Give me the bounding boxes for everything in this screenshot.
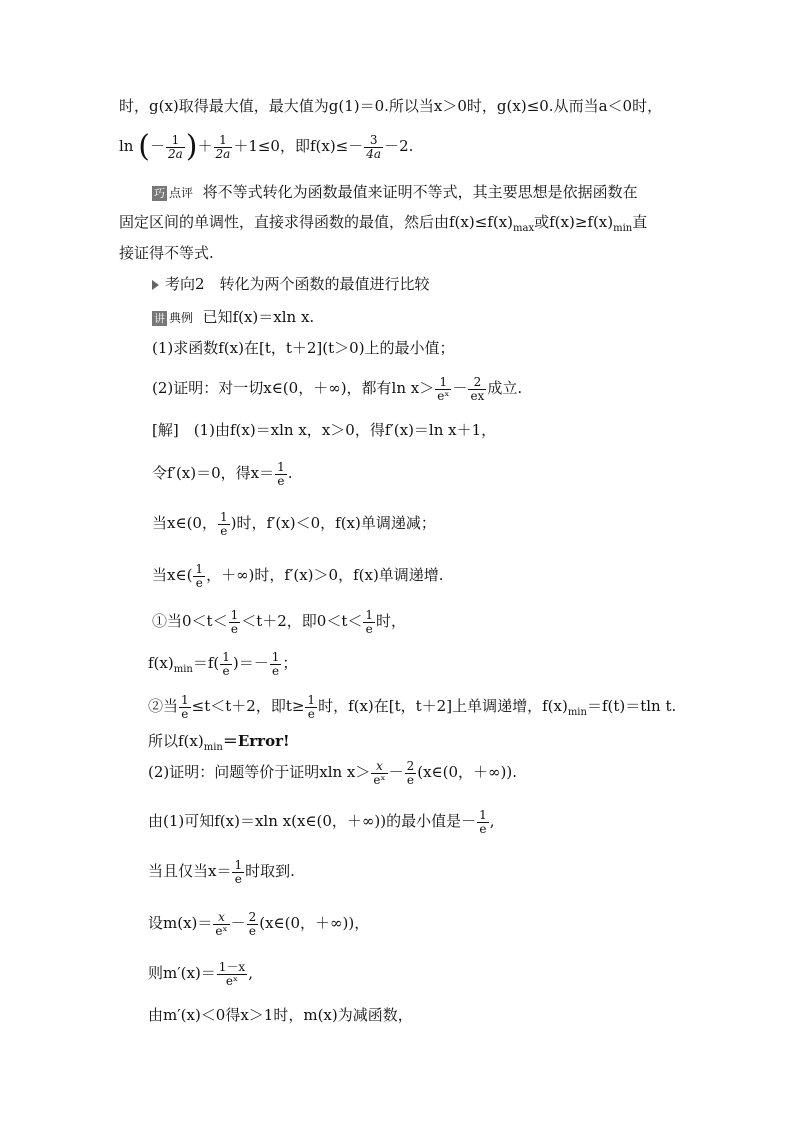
fraction xyxy=(364,134,383,161)
text: f(x) xyxy=(148,654,174,672)
sub: min xyxy=(203,742,223,753)
example-tag: 讲 xyxy=(154,311,165,325)
fraction xyxy=(229,609,241,636)
section-heading xyxy=(152,274,430,294)
text: [解] (1)由f(x)＝xln x，x＞0，得f′(x)＝ln x＋1， xyxy=(152,421,497,439)
solution-line-12 xyxy=(148,905,369,941)
example-label: 典例 xyxy=(169,311,194,325)
text: 由m′(x)＜0得x＞1时，m(x)为减函数， xyxy=(148,1006,413,1024)
text: 则m′(x)＝ xyxy=(148,964,216,982)
text: － xyxy=(348,137,364,155)
text: (0， xyxy=(186,514,217,532)
text: ②当 xyxy=(148,697,179,715)
text: 时， xyxy=(376,612,407,630)
sub: min xyxy=(173,664,193,675)
fraction xyxy=(270,651,282,678)
text: 由(1)可知f(x)＝xln x(x∈(0，＋∞))的最小值是－ xyxy=(148,812,477,830)
text: (2)证明：对一切x∈(0，＋∞)，都有ln x＞ xyxy=(152,379,435,397)
text: (1)求函数f(x)在[t，t＋2](t＞0)上的最小值； xyxy=(152,339,455,357)
den: 4a xyxy=(366,146,382,161)
text: 固定区间的单调性，直接求得函数的最值，然后由f(x)≤f(x) xyxy=(119,213,514,231)
num: 1 xyxy=(365,607,374,622)
solution-line-11 xyxy=(148,853,295,889)
num: 1 xyxy=(234,857,243,872)
fraction xyxy=(213,911,229,938)
fraction xyxy=(193,563,205,590)
solution-line-9 xyxy=(148,754,517,790)
text: 设m(x)＝ xyxy=(148,914,213,932)
den: e xyxy=(277,473,285,488)
text: －2. xyxy=(384,137,414,155)
num: 1 xyxy=(479,807,487,822)
den: ex xyxy=(470,388,485,403)
fraction xyxy=(435,376,451,403)
den: e xyxy=(272,663,280,678)
text: 当x∈ xyxy=(152,514,187,532)
num: 1 xyxy=(166,134,185,148)
text: 所以f(x) xyxy=(148,732,204,750)
solution-line-4 xyxy=(152,557,444,593)
den: e xyxy=(230,621,238,636)
den: e xyxy=(406,772,414,787)
text: , xyxy=(248,964,253,982)
text: ＋ xyxy=(197,137,213,155)
fraction xyxy=(405,760,417,787)
den: eˣ xyxy=(437,388,450,403)
den: 2a xyxy=(167,146,183,161)
fraction xyxy=(468,376,486,403)
solution-line-5 xyxy=(152,603,406,639)
triangle-icon xyxy=(152,280,159,290)
num: 2 xyxy=(248,909,257,924)
num: 1 xyxy=(277,459,285,474)
solution-line-14 xyxy=(148,1005,413,1025)
text: 时取到. xyxy=(245,862,295,880)
text: )时，f′(x)＜0，f(x)单调递减； xyxy=(230,514,436,532)
text: 考向2 转化为两个函数的最值进行比较 xyxy=(165,275,430,293)
text: (x∈(0，＋∞))， xyxy=(259,914,370,932)
text: 令f′(x)＝0，得x＝ xyxy=(152,464,275,482)
text-line-2 xyxy=(119,127,413,165)
solution-line-6 xyxy=(148,645,297,688)
den: 2a xyxy=(215,146,231,161)
num: 1 xyxy=(230,607,239,622)
text: 时，g(x)取得最大值，最大值为g(1)＝0.所以当x＞0时，g(x)≤0.从而当a＜0时， xyxy=(119,97,663,115)
sub: max xyxy=(513,223,535,234)
text: ①当0＜t＜ xyxy=(152,612,228,630)
text: 成立. xyxy=(487,379,523,397)
text: . xyxy=(287,464,293,482)
text: 时，f(x)在[t，t＋2]上单调递增，f(x) xyxy=(318,697,568,715)
text: ＜t＋2，即0＜t＜ xyxy=(241,612,363,630)
den: eˣ xyxy=(373,772,386,787)
text-line-1 xyxy=(119,96,662,116)
text: 当且仅当x＝ xyxy=(148,862,232,880)
fraction xyxy=(214,134,233,161)
question-2 xyxy=(152,370,522,406)
fraction xyxy=(275,461,287,488)
solution-line-3 xyxy=(152,505,436,541)
paren-open: ( xyxy=(138,129,150,164)
fraction xyxy=(363,609,375,636)
fraction xyxy=(371,760,387,787)
text: ＝f(t)＝tln t. xyxy=(586,697,677,715)
den: e xyxy=(479,821,487,836)
question-1 xyxy=(152,338,455,358)
text: 将不等式转化为函数最值来证明不等式，其主要思想是依据函数在 xyxy=(202,183,638,201)
tip-label: 点评 xyxy=(169,186,194,200)
text: ＝f( xyxy=(192,654,220,672)
num: 1 xyxy=(219,509,228,524)
text: ＝Error! xyxy=(222,732,290,750)
paren-close: ) xyxy=(185,129,198,164)
den: e xyxy=(220,523,228,538)
solution-line-7 xyxy=(148,688,676,731)
text: － xyxy=(388,763,404,781)
num: x xyxy=(371,760,387,774)
num: 2 xyxy=(468,376,486,390)
text: (2)证明：问题等价于证明xln x＞ xyxy=(148,763,371,781)
tip-line-2 xyxy=(119,212,647,239)
fraction xyxy=(217,961,247,988)
example-line xyxy=(152,307,314,328)
num: x xyxy=(213,911,229,925)
den: e xyxy=(195,575,203,590)
solution-line-10 xyxy=(148,803,495,839)
num: 2 xyxy=(406,758,415,773)
tip-line-3 xyxy=(119,243,214,263)
text: ＋1≤0，即f(x)≤ xyxy=(233,137,349,155)
text: 当x∈( xyxy=(152,566,193,584)
num: 1 xyxy=(195,561,204,576)
den: e xyxy=(307,706,315,721)
den: e xyxy=(248,923,256,938)
text: )＝－ xyxy=(232,654,269,672)
fraction xyxy=(477,809,489,836)
text: 已知f(x)＝xln x. xyxy=(202,308,315,326)
tip-line-1 xyxy=(152,182,638,203)
text: ； xyxy=(282,654,298,672)
text: － xyxy=(149,137,165,155)
solution-line-2 xyxy=(152,455,293,491)
text: ≤t＜t＋2，即t≥ xyxy=(191,697,305,715)
fraction xyxy=(305,694,317,721)
num: 1－x xyxy=(218,959,246,974)
solution-line-13 xyxy=(148,955,253,991)
solution-line-1 xyxy=(152,420,496,440)
den: e xyxy=(181,706,189,721)
text: ln xyxy=(119,137,134,155)
den: e xyxy=(365,621,373,636)
text: 接证得不等式. xyxy=(119,244,214,262)
den: e xyxy=(234,871,242,886)
num: 1 xyxy=(271,649,280,664)
num: 1 xyxy=(214,134,233,148)
text: － xyxy=(452,379,468,397)
den: eˣ xyxy=(215,923,228,938)
fraction xyxy=(166,134,185,161)
text: － xyxy=(230,914,246,932)
num: 1 xyxy=(435,376,451,390)
num: 3 xyxy=(364,134,383,148)
text: , xyxy=(489,812,495,830)
fraction xyxy=(218,511,230,538)
text: (x∈(0，＋∞)). xyxy=(417,763,518,781)
text: ，＋∞)时，f′(x)＞0，f(x)单调递增. xyxy=(206,566,444,584)
sub: min xyxy=(567,707,587,718)
fraction xyxy=(247,911,259,938)
num: 1 xyxy=(307,692,316,707)
den: e xyxy=(222,663,230,678)
num: 1 xyxy=(181,692,189,707)
sub: min xyxy=(613,223,633,234)
fraction xyxy=(179,694,191,721)
num: 1 xyxy=(222,649,230,664)
fraction xyxy=(232,859,244,886)
text: 或f(x)≥f(x) xyxy=(534,213,614,231)
den: eˣ xyxy=(225,973,239,988)
fraction xyxy=(220,651,232,678)
tip-tag: 巧 xyxy=(154,186,165,200)
text: 直 xyxy=(632,213,648,231)
